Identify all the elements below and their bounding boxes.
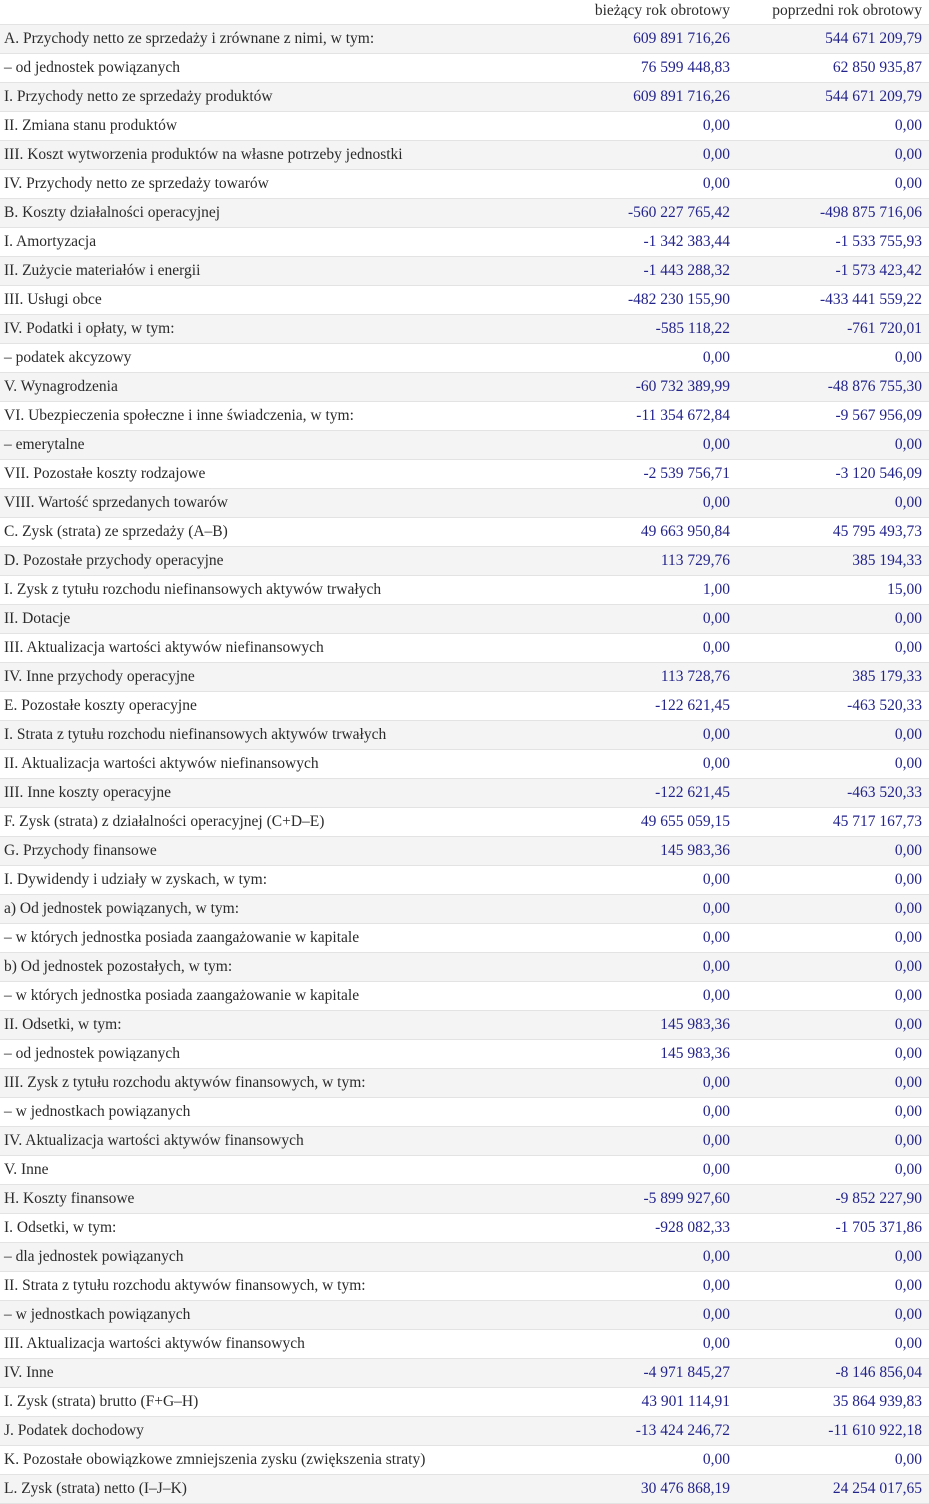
row-value-current-year: 43 901 114,91 <box>541 1388 737 1417</box>
row-value-current-year: -122 621,45 <box>541 779 737 808</box>
table-row <box>0 460 929 489</box>
row-label: H. Koszty finansowe <box>0 1185 541 1214</box>
row-label: VI. Ubezpieczenia społeczne i inne świadczenia, w tym: <box>0 402 541 431</box>
row-value-previous-year: -48 876 755,30 <box>737 373 929 402</box>
table-row <box>0 779 929 808</box>
row-value-current-year: 0,00 <box>541 431 737 460</box>
row-label: II. Zmiana stanu produktów <box>0 112 541 141</box>
table-row <box>0 895 929 924</box>
row-value-current-year: -928 082,33 <box>541 1214 737 1243</box>
table-row <box>0 1417 929 1446</box>
table-row <box>0 1330 929 1359</box>
row-value-previous-year: 0,00 <box>737 489 929 518</box>
row-label: II. Odsetki, w tym: <box>0 1011 541 1040</box>
row-value-current-year: 145 983,36 <box>541 837 737 866</box>
table-row <box>0 1388 929 1417</box>
table-row <box>0 808 929 837</box>
table-row <box>0 257 929 286</box>
row-label: – w jednostkach powiązanych <box>0 1098 541 1127</box>
row-label: E. Pozostałe koszty operacyjne <box>0 692 541 721</box>
row-value-previous-year: 0,00 <box>737 837 929 866</box>
row-label: III. Zysk z tytułu rozchodu aktywów finansowych, w tym: <box>0 1069 541 1098</box>
row-label: V. Inne <box>0 1156 541 1185</box>
table-row <box>0 1127 929 1156</box>
row-value-current-year: 0,00 <box>541 1446 737 1475</box>
table-row <box>0 315 929 344</box>
row-value-previous-year: -8 146 856,04 <box>737 1359 929 1388</box>
row-label: B. Koszty działalności operacyjnej <box>0 199 541 228</box>
row-value-current-year: 0,00 <box>541 1330 737 1359</box>
table-row <box>0 663 929 692</box>
table-row <box>0 837 929 866</box>
table-row <box>0 1359 929 1388</box>
row-value-current-year: 0,00 <box>541 750 737 779</box>
table-row <box>0 489 929 518</box>
row-label: IV. Aktualizacja wartości aktywów finansowych <box>0 1127 541 1156</box>
row-value-previous-year: 0,00 <box>737 605 929 634</box>
row-value-current-year: 76 599 448,83 <box>541 54 737 83</box>
table-row <box>0 1272 929 1301</box>
row-label: – w jednostkach powiązanych <box>0 1301 541 1330</box>
row-value-previous-year: -1 573 423,42 <box>737 257 929 286</box>
table-row <box>0 199 929 228</box>
column-header-previous-year: poprzedni rok obrotowy <box>737 0 929 25</box>
row-value-previous-year: 544 671 209,79 <box>737 25 929 54</box>
row-value-previous-year: 0,00 <box>737 1040 929 1069</box>
row-value-current-year: -13 424 246,72 <box>541 1417 737 1446</box>
row-value-current-year: 0,00 <box>541 170 737 199</box>
row-value-current-year: 0,00 <box>541 895 737 924</box>
row-value-previous-year: 62 850 935,87 <box>737 54 929 83</box>
row-value-previous-year: -1 533 755,93 <box>737 228 929 257</box>
row-label: III. Usługi obce <box>0 286 541 315</box>
row-value-previous-year: 0,00 <box>737 112 929 141</box>
table-row <box>0 692 929 721</box>
row-value-previous-year: -761 720,01 <box>737 315 929 344</box>
row-value-current-year: 0,00 <box>541 953 737 982</box>
table-body <box>0 25 929 1504</box>
row-value-current-year: 49 655 059,15 <box>541 808 737 837</box>
table-row <box>0 721 929 750</box>
row-value-previous-year: 0,00 <box>737 1069 929 1098</box>
table-row <box>0 141 929 170</box>
row-value-previous-year: -433 441 559,22 <box>737 286 929 315</box>
header-row <box>0 0 929 25</box>
row-value-previous-year: -11 610 922,18 <box>737 1417 929 1446</box>
row-value-current-year: 0,00 <box>541 1272 737 1301</box>
row-label: IV. Inne przychody operacyjne <box>0 663 541 692</box>
row-label: I. Odsetki, w tym: <box>0 1214 541 1243</box>
row-label: I. Zysk z tytułu rozchodu niefinansowych aktywów trwałych <box>0 576 541 605</box>
table-row <box>0 1040 929 1069</box>
row-label: I. Dywidendy i udziały w zyskach, w tym: <box>0 866 541 895</box>
row-value-previous-year: 0,00 <box>737 141 929 170</box>
row-label: I. Amortyzacja <box>0 228 541 257</box>
row-value-current-year: 113 729,76 <box>541 547 737 576</box>
row-label: – dla jednostek powiązanych <box>0 1243 541 1272</box>
table-row <box>0 1098 929 1127</box>
row-value-current-year: 0,00 <box>541 1301 737 1330</box>
row-value-current-year: -560 227 765,42 <box>541 199 737 228</box>
row-value-current-year: 0,00 <box>541 344 737 373</box>
row-label: III. Aktualizacja wartości aktywów finansowych <box>0 1330 541 1359</box>
row-value-current-year: -2 539 756,71 <box>541 460 737 489</box>
row-value-previous-year: 0,00 <box>737 1127 929 1156</box>
row-label: IV. Podatki i opłaty, w tym: <box>0 315 541 344</box>
row-value-current-year: 0,00 <box>541 1098 737 1127</box>
row-value-current-year: 609 891 716,26 <box>541 83 737 112</box>
row-value-previous-year: 0,00 <box>737 982 929 1011</box>
row-label: III. Aktualizacja wartości aktywów niefinansowych <box>0 634 541 663</box>
row-value-current-year: 145 983,36 <box>541 1011 737 1040</box>
table-row <box>0 1214 929 1243</box>
table-row <box>0 344 929 373</box>
row-label: I. Przychody netto ze sprzedaży produktów <box>0 83 541 112</box>
row-value-current-year: -5 899 927,60 <box>541 1185 737 1214</box>
row-value-previous-year: 0,00 <box>737 1156 929 1185</box>
table-row <box>0 547 929 576</box>
row-value-previous-year: 0,00 <box>737 953 929 982</box>
table-row <box>0 83 929 112</box>
row-label: F. Zysk (strata) z działalności operacyjnej (C+D–E) <box>0 808 541 837</box>
table-row <box>0 1011 929 1040</box>
row-value-previous-year: 15,00 <box>737 576 929 605</box>
table-row <box>0 1301 929 1330</box>
table-row <box>0 982 929 1011</box>
row-value-previous-year: 45 717 167,73 <box>737 808 929 837</box>
table-row <box>0 866 929 895</box>
row-value-previous-year: 0,00 <box>737 431 929 460</box>
row-value-previous-year: -498 875 716,06 <box>737 199 929 228</box>
table-row <box>0 518 929 547</box>
row-value-previous-year: 544 671 209,79 <box>737 83 929 112</box>
table-row <box>0 373 929 402</box>
row-value-previous-year: 24 254 017,65 <box>737 1475 929 1504</box>
row-value-current-year: -585 118,22 <box>541 315 737 344</box>
row-value-current-year: 0,00 <box>541 605 737 634</box>
row-value-previous-year: 0,00 <box>737 1330 929 1359</box>
table-row <box>0 1475 929 1504</box>
row-label: a) Od jednostek powiązanych, w tym: <box>0 895 541 924</box>
row-label: C. Zysk (strata) ze sprzedaży (A–B) <box>0 518 541 547</box>
row-value-current-year: 113 728,76 <box>541 663 737 692</box>
row-value-current-year: 49 663 950,84 <box>541 518 737 547</box>
row-value-previous-year: 385 179,33 <box>737 663 929 692</box>
row-label: II. Zużycie materiałów i energii <box>0 257 541 286</box>
row-value-previous-year: 0,00 <box>737 1098 929 1127</box>
table-row <box>0 750 929 779</box>
row-value-previous-year: 0,00 <box>737 924 929 953</box>
row-value-current-year: 0,00 <box>541 112 737 141</box>
row-value-current-year: 145 983,36 <box>541 1040 737 1069</box>
row-label: J. Podatek dochodowy <box>0 1417 541 1446</box>
row-label: III. Inne koszty operacyjne <box>0 779 541 808</box>
table-row <box>0 605 929 634</box>
column-header-label <box>0 0 541 25</box>
row-value-previous-year: 0,00 <box>737 750 929 779</box>
row-label: G. Przychody finansowe <box>0 837 541 866</box>
row-value-previous-year: 0,00 <box>737 866 929 895</box>
row-value-current-year: 30 476 868,19 <box>541 1475 737 1504</box>
row-value-previous-year: -9 852 227,90 <box>737 1185 929 1214</box>
table-row <box>0 170 929 199</box>
row-label: – od jednostek powiązanych <box>0 1040 541 1069</box>
row-value-current-year: 0,00 <box>541 1243 737 1272</box>
row-value-previous-year: -3 120 546,09 <box>737 460 929 489</box>
table-row <box>0 402 929 431</box>
row-value-previous-year: 0,00 <box>737 344 929 373</box>
row-value-current-year: 0,00 <box>541 634 737 663</box>
row-label: K. Pozostałe obowiązkowe zmniejszenia zysku (zwiększenia straty) <box>0 1446 541 1475</box>
row-value-previous-year: 0,00 <box>737 1243 929 1272</box>
row-value-previous-year: -9 567 956,09 <box>737 402 929 431</box>
row-label: I. Zysk (strata) brutto (F+G–H) <box>0 1388 541 1417</box>
row-label: L. Zysk (strata) netto (I–J–K) <box>0 1475 541 1504</box>
table-row <box>0 1069 929 1098</box>
row-value-current-year: -122 621,45 <box>541 692 737 721</box>
row-label: A. Przychody netto ze sprzedaży i zrównane z nimi, w tym: <box>0 25 541 54</box>
row-value-previous-year: 35 864 939,83 <box>737 1388 929 1417</box>
row-value-previous-year: 0,00 <box>737 1446 929 1475</box>
column-header-current-year: bieżący rok obrotowy <box>541 0 737 25</box>
row-label: – emerytalne <box>0 431 541 460</box>
row-label: I. Strata z tytułu rozchodu niefinansowych aktywów trwałych <box>0 721 541 750</box>
table-row <box>0 431 929 460</box>
table-row <box>0 576 929 605</box>
row-value-previous-year: 0,00 <box>737 1301 929 1330</box>
row-value-current-year: 0,00 <box>541 1127 737 1156</box>
row-value-current-year: -1 342 383,44 <box>541 228 737 257</box>
row-value-current-year: 0,00 <box>541 1069 737 1098</box>
row-value-current-year: -4 971 845,27 <box>541 1359 737 1388</box>
row-value-previous-year: 385 194,33 <box>737 547 929 576</box>
row-label: – w których jednostka posiada zaangażowanie w kapitale <box>0 982 541 1011</box>
row-label: VII. Pozostałe koszty rodzajowe <box>0 460 541 489</box>
row-value-previous-year: -463 520,33 <box>737 779 929 808</box>
row-value-current-year: 0,00 <box>541 1156 737 1185</box>
table-row <box>0 25 929 54</box>
table-header <box>0 0 929 25</box>
table-row <box>0 1446 929 1475</box>
row-value-current-year: -1 443 288,32 <box>541 257 737 286</box>
table-row <box>0 1185 929 1214</box>
row-value-current-year: 0,00 <box>541 141 737 170</box>
row-value-current-year: 0,00 <box>541 866 737 895</box>
row-label: b) Od jednostek pozostałych, w tym: <box>0 953 541 982</box>
row-value-previous-year: 0,00 <box>737 1011 929 1040</box>
row-label: – podatek akcyzowy <box>0 344 541 373</box>
table-row <box>0 1243 929 1272</box>
row-value-current-year: 0,00 <box>541 489 737 518</box>
row-value-previous-year: -463 520,33 <box>737 692 929 721</box>
table-row <box>0 953 929 982</box>
table-row <box>0 1156 929 1185</box>
row-label: V. Wynagrodzenia <box>0 373 541 402</box>
row-label: II. Dotacje <box>0 605 541 634</box>
row-value-current-year: 1,00 <box>541 576 737 605</box>
row-value-previous-year: 45 795 493,73 <box>737 518 929 547</box>
row-value-current-year: -60 732 389,99 <box>541 373 737 402</box>
row-value-previous-year: 0,00 <box>737 895 929 924</box>
row-label: IV. Przychody netto ze sprzedaży towarów <box>0 170 541 199</box>
row-value-previous-year: 0,00 <box>737 634 929 663</box>
row-value-previous-year: 0,00 <box>737 170 929 199</box>
row-value-current-year: 0,00 <box>541 721 737 750</box>
table-row <box>0 112 929 141</box>
row-label: D. Pozostałe przychody operacyjne <box>0 547 541 576</box>
row-label: II. Strata z tytułu rozchodu aktywów finansowych, w tym: <box>0 1272 541 1301</box>
table-row <box>0 286 929 315</box>
row-value-current-year: 0,00 <box>541 982 737 1011</box>
row-label: – w których jednostka posiada zaangażowanie w kapitale <box>0 924 541 953</box>
row-value-current-year: 609 891 716,26 <box>541 25 737 54</box>
row-value-current-year: -11 354 672,84 <box>541 402 737 431</box>
table-row <box>0 54 929 83</box>
row-label: VIII. Wartość sprzedanych towarów <box>0 489 541 518</box>
row-value-previous-year: 0,00 <box>737 1272 929 1301</box>
row-label: II. Aktualizacja wartości aktywów niefinansowych <box>0 750 541 779</box>
row-value-current-year: 0,00 <box>541 924 737 953</box>
row-value-current-year: -482 230 155,90 <box>541 286 737 315</box>
table-row <box>0 924 929 953</box>
table-row <box>0 228 929 257</box>
row-label: III. Koszt wytworzenia produktów na własne potrzeby jednostki <box>0 141 541 170</box>
row-label: IV. Inne <box>0 1359 541 1388</box>
row-value-previous-year: -1 705 371,86 <box>737 1214 929 1243</box>
row-label: – od jednostek powiązanych <box>0 54 541 83</box>
row-value-previous-year: 0,00 <box>737 721 929 750</box>
table-row <box>0 634 929 663</box>
